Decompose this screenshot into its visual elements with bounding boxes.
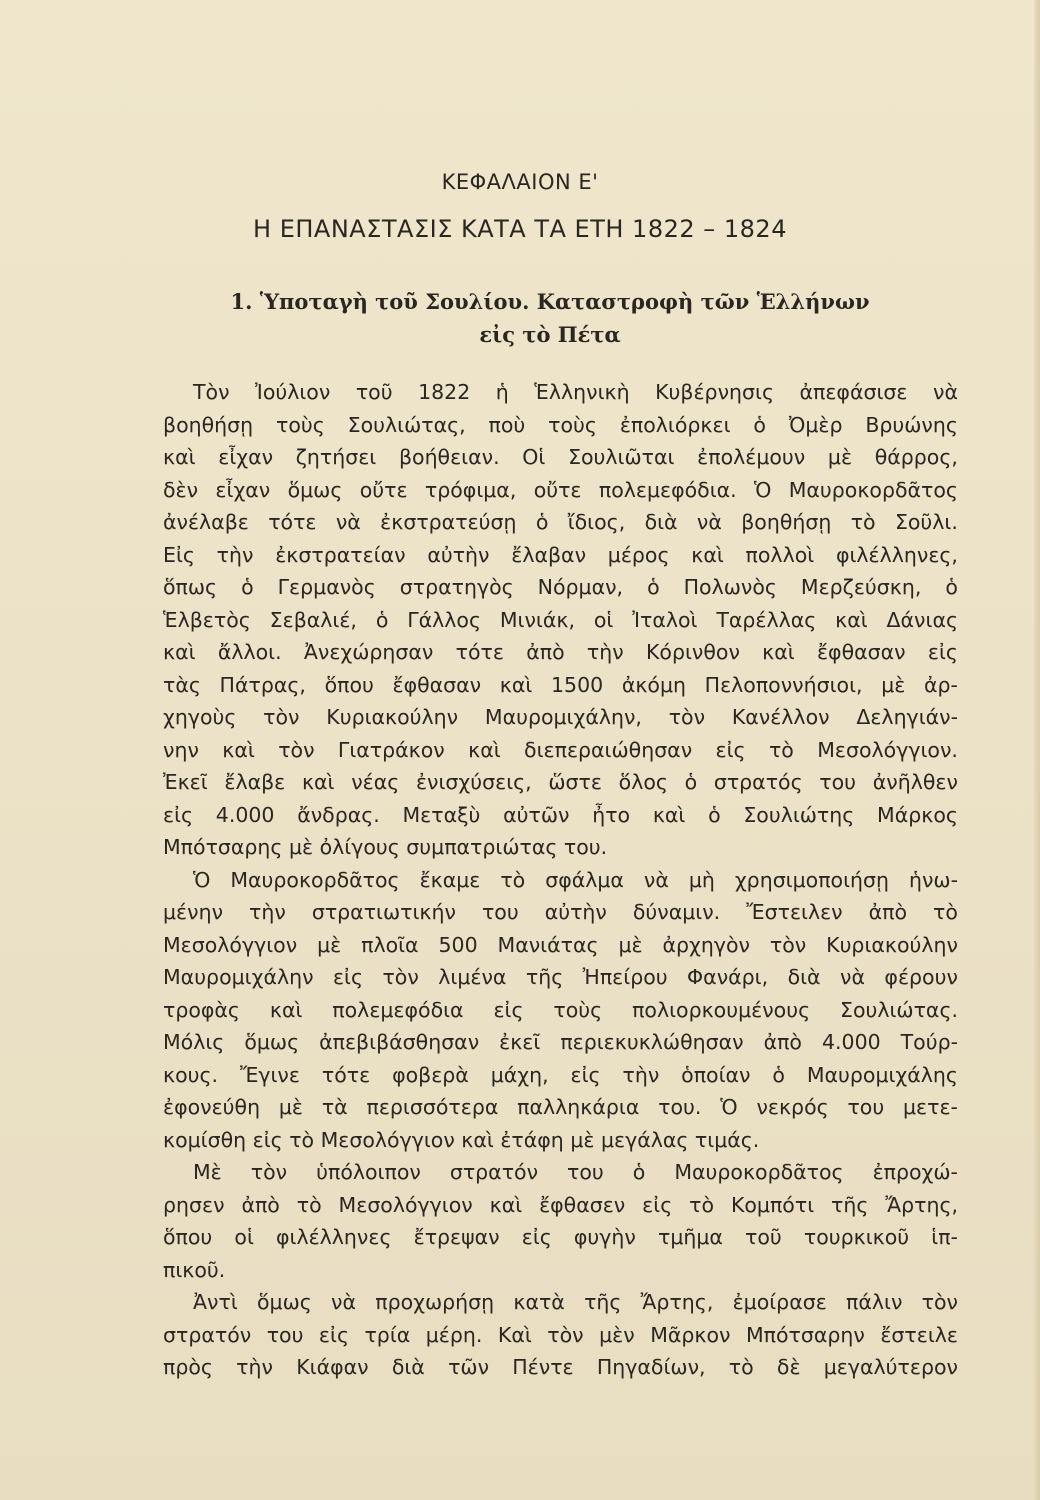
text-line: ὅπως ὁ Γερμανὸς στρατηγὸς Νόρμαν, ὁ Πολωνὸς Μερζεύσκη, ὁ bbox=[163, 575, 958, 599]
chapter-title: Η ΕΠΑΝΑΣΤΑΣΙΣ ΚΑΤΑ ΤΑ ΕΤΗ 1822 – 1824 bbox=[253, 215, 787, 243]
paragraph bbox=[163, 864, 958, 1157]
text-line: καὶ εἶχαν ζητήσει βοήθειαν. Οἱ Σουλιῶται ἐπολέμουν μὲ θάρρος, bbox=[163, 445, 958, 469]
text-line: ἀνέλαβε τότε νὰ ἐκστρατεύσῃ ὁ ἴδιος, διὰ νὰ βοηθήσῃ τὸ Σοῦλι. bbox=[163, 510, 958, 534]
text-line: ρησεν ἀπὸ τὸ Μεσολόγγιον καὶ ἔφθασεν εἰς τὸ Κομπότι τῆς Ἄρτης, bbox=[163, 1192, 958, 1217]
text-line: πικοῦ. bbox=[163, 1257, 226, 1282]
text-line: στρατόν του εἰς τρία μέρη. Καὶ τὸν μὲν Μᾶρκον Μπότσαρην ἔστειλε bbox=[163, 1322, 958, 1347]
body-text bbox=[163, 376, 958, 1384]
section-heading-line-1: 1. Ὑποταγὴ τοῦ Σουλίου. Καταστροφὴ τῶν Ἑλλήνων bbox=[230, 289, 870, 314]
text-line: κους. Ἔγινε τότε φοβερὰ μάχη, εἰς τὴν ὁποίαν ὁ Μαυρομιχάλης bbox=[163, 1062, 958, 1087]
text-line: τροφὰς καὶ πολεμεφόδια εἰς τοὺς πολιορκουμένους Σουλιώτας. bbox=[163, 997, 958, 1022]
text-line: Μπότσαρης μὲ ὀλίγους συμπατριώτας του. bbox=[163, 835, 608, 859]
text-line: Μόλις ὅμως ἀπεβιβάσθησαν ἐκεῖ περιεκυκλώθησαν ἀπὸ 4.000 Τούρ- bbox=[163, 1030, 958, 1054]
paragraph bbox=[163, 1156, 958, 1286]
text-line: ὅπου οἱ φιλέλληνες ἔτρεψαν εἰς φυγὴν τμῆμα τοῦ τουρκικοῦ ἱπ- bbox=[163, 1225, 958, 1249]
text-line: ἐφονεύθη μὲ τὰ περισσότερα παλληκάρια του. Ὁ νεκρός του μετε- bbox=[163, 1095, 958, 1119]
text-line: Ἑλβετὸς Σεβαλιέ, ὁ Γάλλος Μινιάκ, οἱ Ἰταλοὶ Ταρέλλας καὶ Δάνιας bbox=[163, 607, 958, 632]
paragraph bbox=[163, 376, 958, 864]
text-line: τὰς Πάτρας, ὅπου ἔφθασαν καὶ 1500 ἀκόμη Πελοποννήσιοι, μὲ ἀρ- bbox=[163, 672, 958, 697]
text-line: χηγοὺς τὸν Κυριακούλην Μαυρομιχάλην, τὸν Κανέλλον Δεληγιάν- bbox=[163, 705, 958, 729]
text-line: κομίσθη εἰς τὸ Μεσολόγγιον καὶ ἐτάφη μὲ μεγάλας τιμάς. bbox=[163, 1127, 760, 1152]
text-line: καὶ ἄλλοι. Ἀνεχώρησαν τότε ἀπὸ τὴν Κόρινθον καὶ ἔφθασαν εἰς bbox=[163, 640, 958, 664]
text-line: Ἀντὶ ὅμως νὰ προχωρήσῃ κατὰ τῆς Ἄρτης, ἐμοίρασε πάλιν τὸν bbox=[193, 1290, 958, 1314]
text-line: βοηθήσῃ τοὺς Σουλιώτας, ποὺ τοὺς ἐπολιόρκει ὁ Ὀμὲρ Βρυώνης bbox=[163, 412, 958, 437]
text-line: μένην τὴν στρατιωτικήν του αὐτὴν δύναμιν. Ἔστειλεν ἀπὸ τὸ bbox=[163, 900, 958, 924]
paragraph bbox=[163, 1286, 958, 1384]
section-heading bbox=[150, 285, 950, 351]
text-line: δὲν εἶχαν ὅμως οὔτε τρόφιμα, οὔτε πολεμεφόδια. Ὁ Μαυροκορδᾶτος bbox=[163, 477, 958, 502]
text-line: Τὸν Ἰούλιον τοῦ 1822 ἡ Ἑλληνικὴ Κυβέρνησις ἀπεφάσισε νὰ bbox=[193, 380, 958, 404]
text-line: Ἐκεῖ ἔλαβε καὶ νέας ἐνισχύσεις, ὥστε ὅλος ὁ στρατός του ἀνῆλθεν bbox=[163, 770, 958, 794]
text-line: Εἰς τὴν ἐκστρατείαν αὐτὴν ἔλαβαν μέρος καὶ πολλοὶ φιλέλληνες, bbox=[163, 542, 958, 567]
text-line: πρὸς τὴν Κιάφαν διὰ τῶν Πέντε Πηγαδίων, τὸ δὲ μεγαλύτερον bbox=[163, 1355, 958, 1379]
text-line: εἰς 4.000 ἄνδρας. Μεταξὺ αὐτῶν ἦτο καὶ ὁ Σουλιώτης Μάρκος bbox=[163, 802, 958, 827]
chapter-heading: ΚΕΦΑΛΑΙΟΝ Ε' bbox=[441, 170, 599, 194]
text-line: νην καὶ τὸν Γιατράκον καὶ διεπεραιώθησαν εἰς τὸ Μεσολόγγιον. bbox=[163, 737, 958, 762]
text-line: Μὲ τὸν ὑπόλοιπον στρατόν του ὁ Μαυροκορδᾶτος ἐπροχώ- bbox=[193, 1160, 958, 1184]
text-line: Μαυρομιχάλην εἰς τὸν λιμένα τῆς Ἠπείρου Φανάρι, διὰ νὰ φέρουν bbox=[163, 965, 958, 989]
text-line: Μεσολόγγιον μὲ πλοῖα 500 Μανιάτας μὲ ἀρχηγὸν τὸν Κυριακούλην bbox=[163, 932, 958, 957]
text-line: Ὁ Μαυροκορδᾶτος ἔκαμε τὸ σφάλμα νὰ μὴ χρησιμοποιήσῃ ἡνω- bbox=[193, 867, 958, 892]
section-heading-line-2: εἰς τὸ Πέτα bbox=[479, 322, 621, 347]
